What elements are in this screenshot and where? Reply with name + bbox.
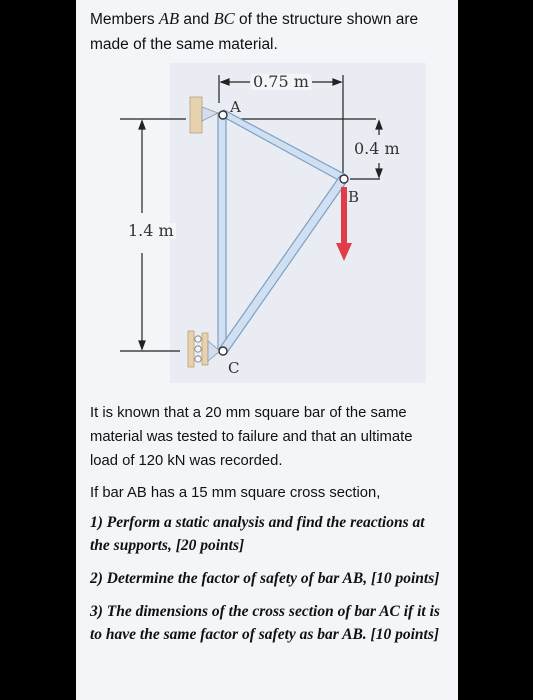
dim-horizontal-label: 0.75 m <box>253 72 309 91</box>
structure-figure <box>90 63 442 393</box>
intro-suffix: of the structure shown are made of the same material. <box>90 11 419 53</box>
pin-b <box>340 175 348 183</box>
pin-a <box>219 111 227 119</box>
paragraph-test-info: It is known that a 20 mm square bar of the same material was tested to failure and that an ultimate load of 120 kN was recorded. <box>90 405 413 469</box>
dim-vertical-label: 0.4 m <box>354 139 400 158</box>
intro-prefix: Members <box>90 11 159 28</box>
paragraph-cross-section: If bar AB has a 15 mm square cross section, <box>90 485 381 501</box>
task-2: 2) Determine the factor of safety of bar AB, [10 points] <box>90 570 440 587</box>
intro-middle: and <box>179 11 214 28</box>
point-a-label: A <box>230 98 241 116</box>
task-3: 3) The dimensions of the cross section of bar AC if it is to have the same factor of safety as bar AB. [10 points] <box>90 603 440 643</box>
problem-card <box>76 0 458 700</box>
point-b-label: B <box>348 188 360 206</box>
member-ab-label: AB <box>158 9 180 28</box>
dim-height-label: 1.4 m <box>128 221 174 240</box>
point-c-label: C <box>228 359 240 377</box>
pin-c <box>219 347 227 355</box>
task-1: 1) Perform a static analysis and find the reactions at the supports, [20 points] <box>90 514 425 554</box>
member-bc-label: BC <box>213 9 235 28</box>
member-ac <box>218 113 226 351</box>
intro-text <box>90 6 444 57</box>
